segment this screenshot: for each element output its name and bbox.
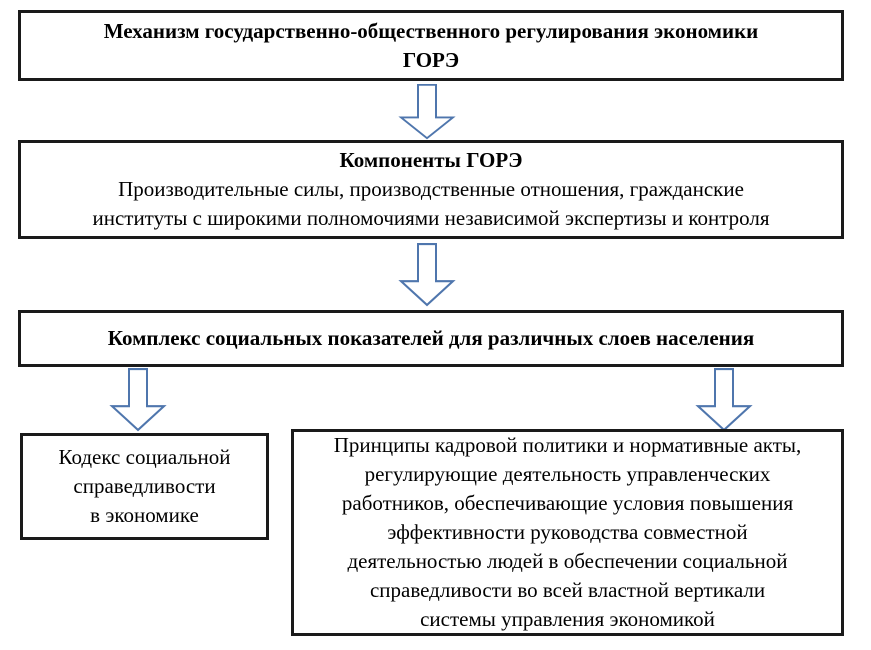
box-social-indicators: [18, 310, 844, 367]
box-mechanism-gore: [18, 10, 844, 81]
box-personnel-policy-line1: Принципы кадровой политики и нормативные акты,: [333, 433, 802, 457]
box-personnel-policy-line3: работников, обеспечивающие условия повышения: [341, 491, 794, 515]
down-arrow-icon-components-to-indicators: [397, 243, 457, 307]
box-mechanism-title-line1: Механизм государственно-общественного регулирования экономики: [103, 18, 759, 43]
box-social-justice-code-line2: справедливости: [73, 474, 216, 498]
box-social-justice-code-line1: Кодекс социальной: [58, 445, 231, 469]
box-personnel-policy-principles: [291, 429, 844, 636]
box-personnel-policy-line5: деятельностью людей в обеспечении социальной: [347, 549, 788, 573]
box-components-title: Компоненты ГОРЭ: [339, 148, 523, 172]
box-social-indicators-title: Комплекс социальных показателей для различных слоев населения: [107, 326, 755, 350]
down-arrow-icon-indicators-to-principles: [694, 368, 754, 432]
box-personnel-policy-line7: системы управления экономикой: [420, 607, 715, 631]
down-arrow-icon-indicators-to-code: [108, 368, 168, 432]
box-components-gore: [18, 140, 844, 239]
box-personnel-policy-line6: справедливости во всей властной вертикали: [369, 578, 766, 602]
box-personnel-policy-line4: эффективности руководства совместной: [387, 520, 748, 544]
box-components-body-line1: Производительные силы, производственные отношения, гражданские: [118, 177, 744, 201]
box-social-justice-code-line3: в экономике: [90, 503, 199, 527]
box-components-body-line2: институты с широкими полномочиями независимой экспертизы и контроля: [92, 206, 770, 230]
box-personnel-policy-line2: регулирующие деятельность управленческих: [364, 462, 771, 486]
down-arrow-icon-mechanism-to-components: [397, 84, 457, 140]
box-mechanism-title-line2: ГОРЭ: [402, 47, 460, 72]
box-social-justice-code: [20, 433, 269, 540]
